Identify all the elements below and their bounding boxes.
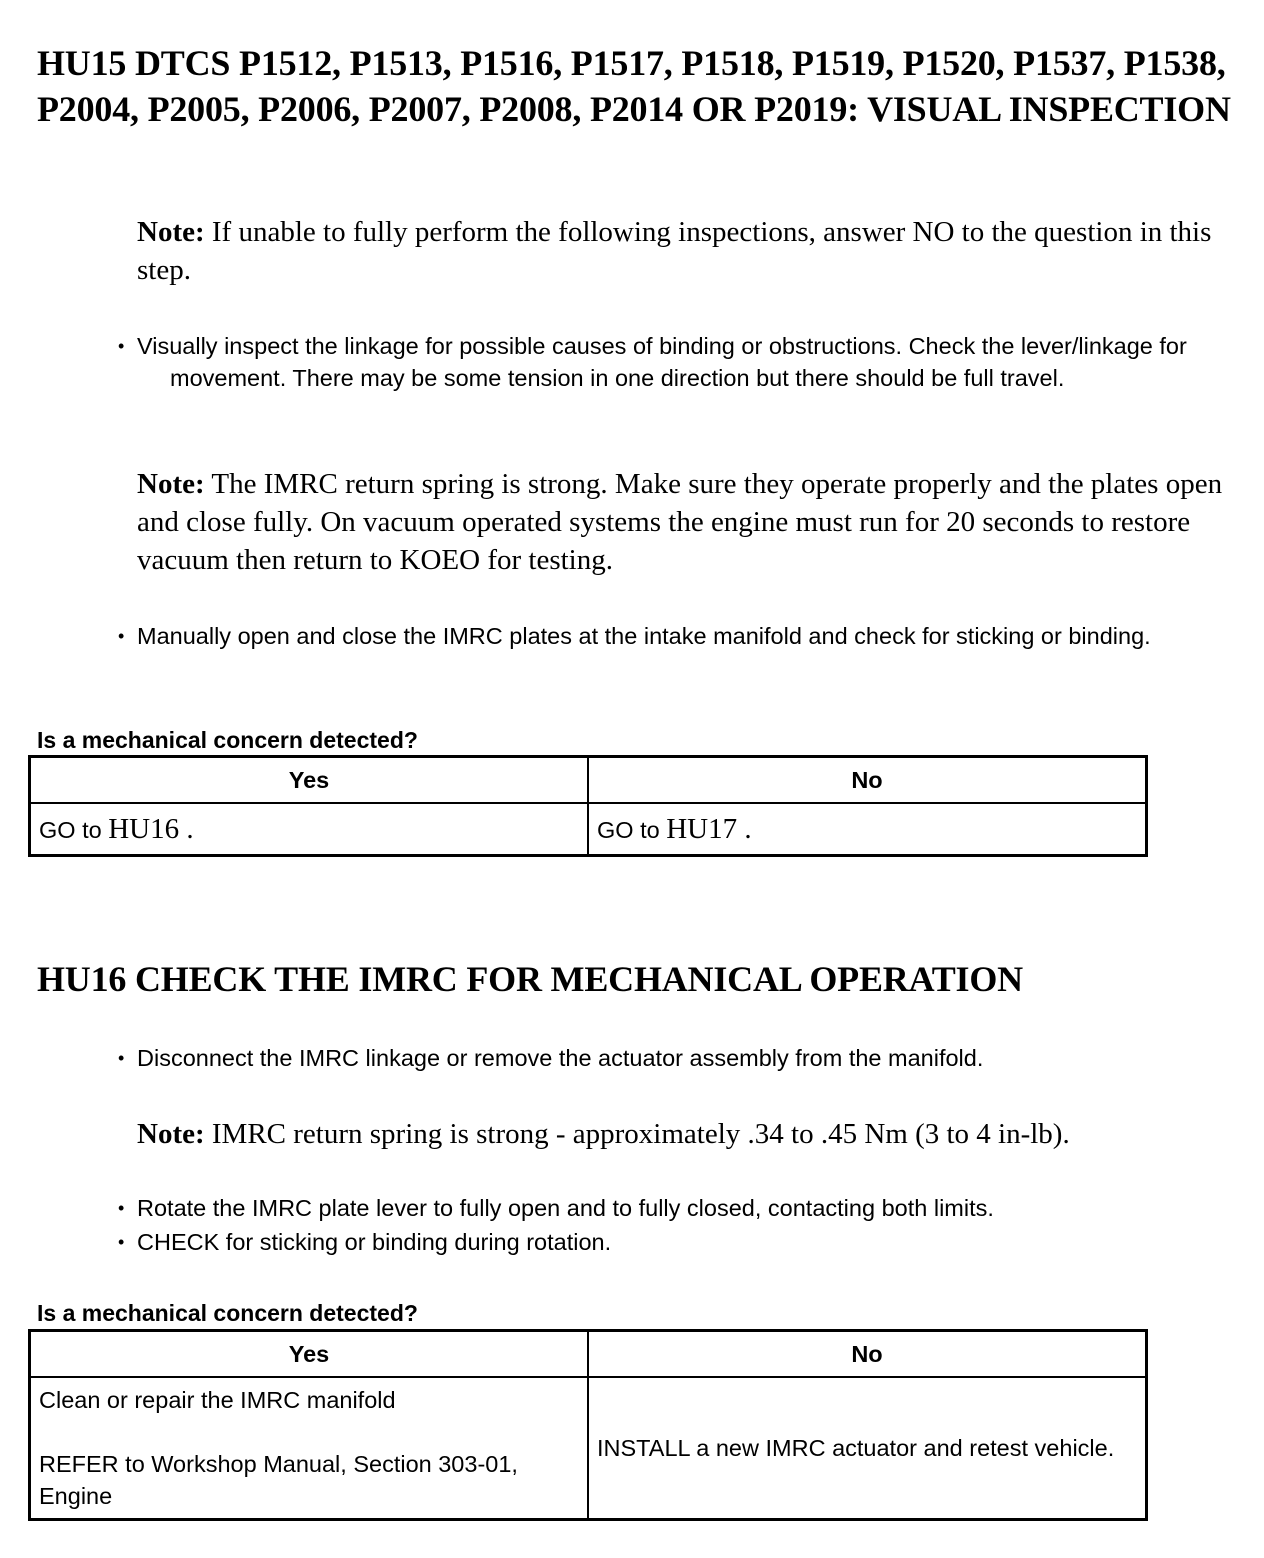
link-hu16[interactable]: HU16 . <box>108 812 194 845</box>
bullet-item-open-close-plates <box>118 620 1264 652</box>
note-hu15-spring <box>137 465 1237 579</box>
spacer <box>39 1416 579 1448</box>
bullet-item-check-sticking <box>118 1226 1264 1258</box>
bullet-icon: • <box>118 1048 125 1068</box>
section-title-hu15: HU15 DTCS P1512, P1513, P1516, P1517, P1518, P1519, P1520, P1537, P1538, P2004, P2005, P2006, P2007, P2008, P2014 OR P2019: VISUAL INSPECTION <box>37 43 1231 129</box>
note-label: Note: <box>137 468 205 500</box>
bullet-text: Rotate the IMRC plate lever to fully open and to fully closed, contacting both limits. <box>137 1195 994 1221</box>
question-hu15: Is a mechanical concern detected? <box>37 727 418 753</box>
header-no: No <box>588 1331 1147 1378</box>
bullet-text: Disconnect the IMRC linkage or remove the actuator assembly from the manifold. <box>137 1045 984 1071</box>
note-text: The IMRC return spring is strong. Make sure they operate properly and the plates open and close fully. On vacuum operated systems the engine must run for 20 seconds to restore vacuum then return to KOEO for testing. <box>137 468 1223 576</box>
yes-reference: REFER to Workshop Manual, Section 303-01, Engine <box>39 1451 518 1509</box>
note-label: Note: <box>137 216 205 248</box>
goto-prefix: GO to <box>39 816 109 843</box>
bullet-icon: • <box>118 1198 125 1218</box>
cell-no <box>588 803 1147 856</box>
cell-no <box>588 1377 1147 1520</box>
decision-table-hu15 <box>28 755 1148 857</box>
bullet-text: CHECK for sticking or binding during rotation. <box>137 1229 612 1255</box>
section-title-hu16: HU16 CHECK THE IMRC FOR MECHANICAL OPERATION <box>37 959 1023 999</box>
decision-table-hu16 <box>28 1329 1148 1521</box>
no-action: INSTALL a new IMRC actuator and retest vehicle. <box>597 1435 1115 1461</box>
yes-action: Clean or repair the IMRC manifold <box>39 1387 396 1413</box>
bullet-item-disconnect-linkage <box>118 1042 1264 1074</box>
header-no: No <box>588 757 1147 804</box>
table-header-row <box>30 1331 1147 1378</box>
note-text: IMRC return spring is strong - approximately .34 to .45 Nm (3 to 4 in-lb). <box>204 1118 1070 1150</box>
question-hu16: Is a mechanical concern detected? <box>37 1300 418 1326</box>
bullet-text: Manually open and close the IMRC plates at the intake manifold and check for sticking or binding. <box>137 623 1151 649</box>
table-row <box>30 1377 1147 1520</box>
header-yes: Yes <box>30 1331 589 1378</box>
note-label: Note: <box>137 1118 205 1150</box>
cell-yes <box>30 1377 589 1520</box>
bullet-icon: • <box>118 626 125 646</box>
bullet-item-inspect-linkage <box>118 330 1264 394</box>
link-hu17[interactable]: HU17 . <box>666 812 752 845</box>
bullet-item-rotate-lever <box>118 1192 1264 1224</box>
header-yes: Yes <box>30 757 589 804</box>
bullet-text: Visually inspect the linkage for possible causes of binding or obstructions. Check the lever/linkage for movement. There may be some tension in one direction but there should be full travel. <box>137 333 1187 391</box>
note-hu16-spring <box>137 1115 1237 1153</box>
bullet-icon: • <box>118 336 125 356</box>
bullet-icon: • <box>118 1232 125 1252</box>
cell-yes <box>30 803 589 856</box>
goto-prefix: GO to <box>597 816 667 843</box>
note-hu15-inspection <box>137 213 1237 289</box>
table-header-row <box>30 757 1147 804</box>
note-text: If unable to fully perform the following inspections, answer NO to the question in this step. <box>137 216 1212 286</box>
table-row <box>30 803 1147 856</box>
